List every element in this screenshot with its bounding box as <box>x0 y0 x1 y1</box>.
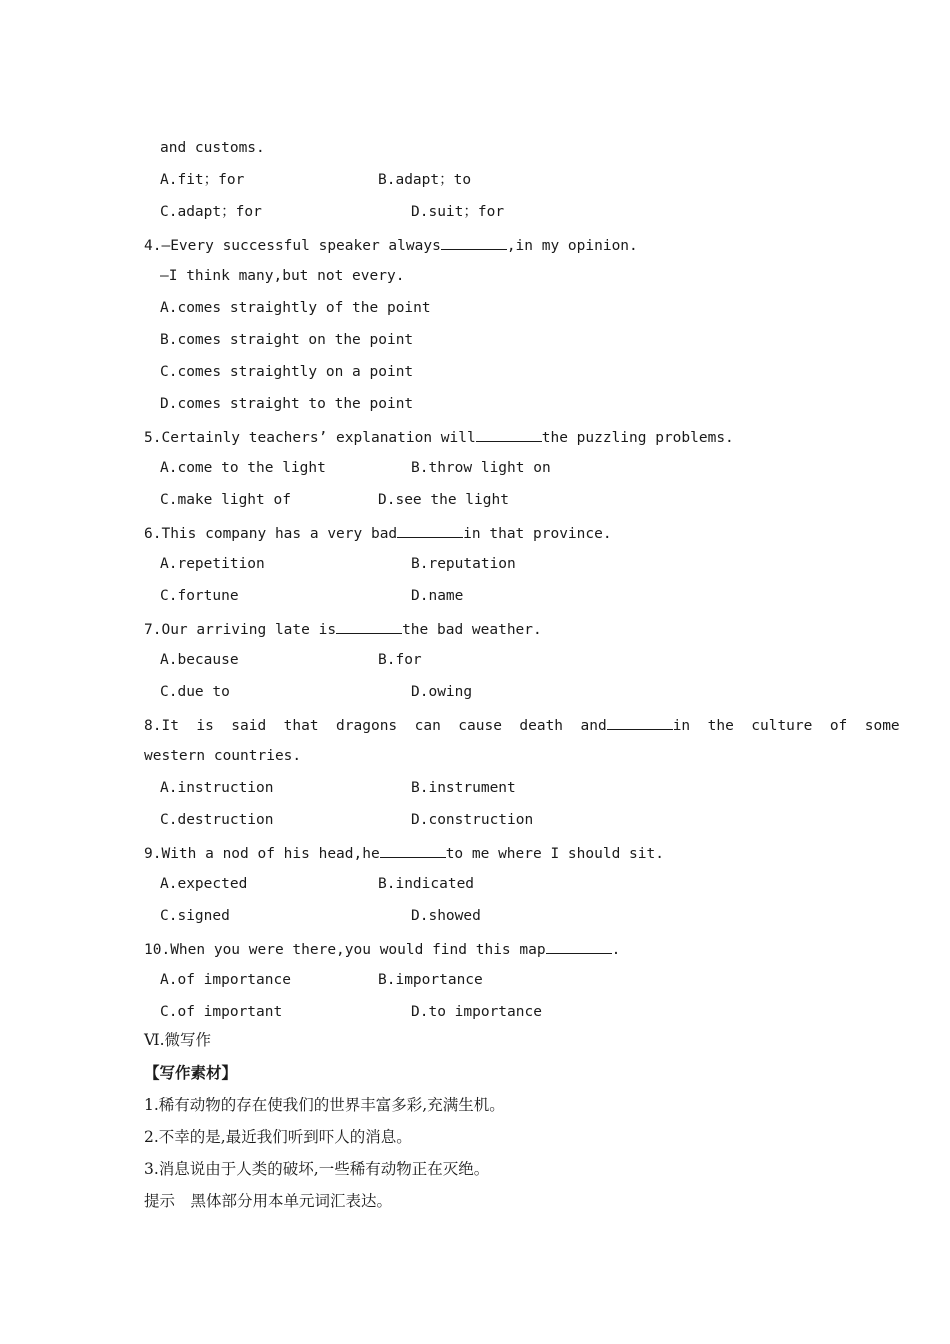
hint-text: 提示 黑体部分用本单元词汇表达。 <box>144 1192 393 1210</box>
q7-option-a: A.because <box>160 652 239 668</box>
q6-option-c: C.fortune <box>160 588 239 604</box>
q3-option-a: A.fit；for <box>160 172 245 188</box>
q6-stem: 6.This company has a very bad in that province. <box>144 522 612 544</box>
q4-stem: 4.—Every successful speaker always ,in my opinion. <box>144 234 638 256</box>
q10-blank <box>546 938 612 954</box>
q7-stem: 7.Our arriving late is the bad weather. <box>144 618 542 640</box>
q5-stem: 5.Certainly teachers’ explanation will the puzzling problems. <box>144 426 734 448</box>
q10-option-b: B.importance <box>378 972 483 988</box>
q5-option-a: A.come to the light <box>160 460 326 476</box>
q8-option-a: A.instruction <box>160 780 274 796</box>
q5-blank <box>476 426 542 442</box>
q7-blank <box>336 618 402 634</box>
q9-option-d: D.showed <box>411 908 481 924</box>
q4-reply: —I think many,but not every. <box>160 268 405 284</box>
q7-option-c: C.due to <box>160 684 230 700</box>
section-title: Ⅵ.微写作 <box>144 1031 212 1049</box>
q3-option-d: D.suit；for <box>411 204 505 220</box>
q7-option-d: D.owing <box>411 684 473 700</box>
q8-stem-continuation: western countries. <box>144 748 302 764</box>
q7-option-b: B.for <box>378 652 422 668</box>
q9-option-a: A.expected <box>160 876 248 892</box>
q6-option-a: A.repetition <box>160 556 265 572</box>
q3-option-b: B.adapt；to <box>378 172 472 188</box>
q9-option-b: B.indicated <box>378 876 475 892</box>
material-item-1: 1.稀有动物的存在使我们的世界丰富多彩,充满生机。 <box>144 1096 505 1114</box>
q4-option-c: C.comes straightly on a point <box>160 364 414 380</box>
q6-option-b: B.reputation <box>411 556 516 572</box>
q5-option-d: D.see the light <box>378 492 509 508</box>
q10-option-a: A.of importance <box>160 972 291 988</box>
q4-option-a: A.comes straightly of the point <box>160 300 431 316</box>
q4-option-d: D.comes straight to the point <box>160 396 414 412</box>
q4-option-b: B.comes straight on the point <box>160 332 414 348</box>
material-heading: 【写作素材】 <box>144 1063 238 1082</box>
q8-blank <box>607 714 673 730</box>
material-item-3: 3.消息说由于人类的破坏,一些稀有动物正在灭绝。 <box>144 1160 490 1178</box>
material-item-2: 2.不幸的是,最近我们听到吓人的消息。 <box>144 1128 412 1146</box>
q3-stem-continuation: and customs. <box>160 140 265 156</box>
q5-option-b: B.throw light on <box>411 460 551 476</box>
q5-option-c: C.make light of <box>160 492 291 508</box>
q10-option-d: D.to importance <box>411 1004 542 1020</box>
q8-option-d: D.construction <box>411 812 534 828</box>
q8-option-b: B.instrument <box>411 780 516 796</box>
q3-option-c: C.adapt；for <box>160 204 262 220</box>
q8-stem: 8.It is said that dragons can cause death and in the culture of some <box>144 714 900 736</box>
q9-option-c: C.signed <box>160 908 230 924</box>
q9-stem: 9.With a nod of his head,he to me where I should sit. <box>144 842 664 864</box>
q9-blank <box>380 842 446 858</box>
q6-option-d: D.name <box>411 588 464 604</box>
q8-option-c: C.destruction <box>160 812 274 828</box>
q6-blank <box>397 522 463 538</box>
q4-blank <box>441 234 507 250</box>
q10-stem: 10.When you were there,you would find this map . <box>144 938 620 960</box>
q10-option-c: C.of important <box>160 1004 283 1020</box>
